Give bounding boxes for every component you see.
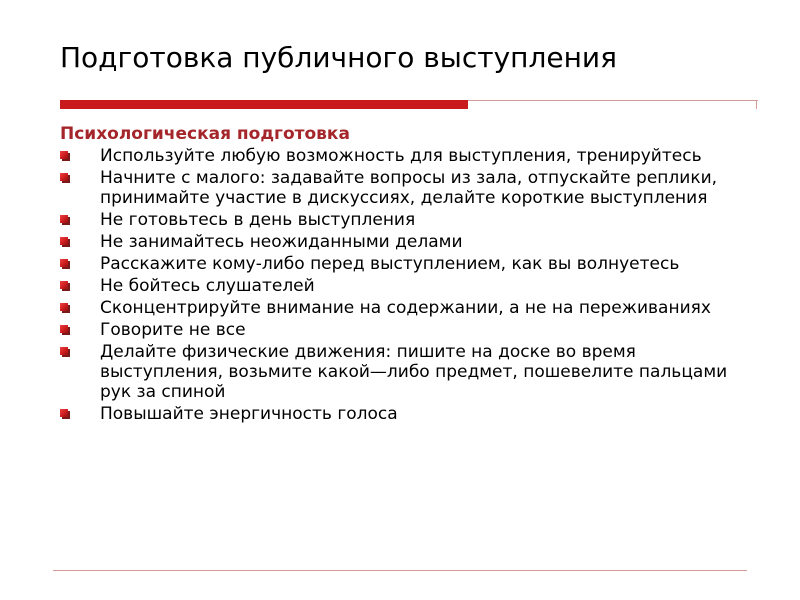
title-underline-tick: [756, 100, 757, 109]
red-square-bullet-icon: [60, 151, 70, 161]
red-square-bullet-icon: [60, 173, 70, 183]
list-item: [60, 232, 750, 252]
slide-title: Подготовка публичного выступления: [60, 41, 617, 74]
list-item-text: Не занимайтесь неожиданными делами: [100, 232, 463, 252]
list-item: [60, 298, 750, 318]
list-item-text: Не готовьтесь в день выступления: [100, 210, 416, 230]
title-underline-thin: [468, 100, 758, 101]
list-item-text: Расскажите кому-либо перед выступлением, как вы волнуетесь: [100, 254, 680, 274]
red-square-bullet-icon: [60, 409, 70, 419]
red-square-bullet-icon: [60, 325, 70, 335]
red-square-bullet-icon: [60, 259, 70, 269]
list-item-text: Сконцентрируйте внимание на содержании, а не на переживаниях: [100, 298, 711, 318]
list-item: [60, 404, 750, 424]
list-item: [60, 254, 750, 274]
red-square-bullet-icon: [60, 237, 70, 247]
list-item: [60, 210, 750, 230]
red-square-bullet-icon: [60, 281, 70, 291]
list-item: [60, 342, 750, 402]
footer-divider: [53, 570, 747, 571]
list-item-text: Делайте физические движения: пишите на доске во время выступления, возьмите какой—либо предмет, пошевелите пальцами рук за спиной: [100, 342, 728, 402]
bullet-list: [60, 146, 750, 426]
list-item-text: Не бойтесь слушателей: [100, 276, 315, 296]
list-item: [60, 146, 750, 166]
title-underline-thick: [60, 100, 468, 109]
list-item: [60, 168, 750, 208]
list-item-text: Начните с малого: задавайте вопросы из зала, отпускайте реплики, принимайте участие в дискуссиях, делайте короткие выступления: [100, 168, 718, 208]
red-square-bullet-icon: [60, 347, 70, 357]
list-item-text: Говорите не все: [100, 320, 246, 340]
list-item: [60, 320, 750, 340]
section-heading: Психологическая подготовка: [60, 124, 350, 144]
list-item-text: Используйте любую возможность для выступления, тренируйтесь: [100, 146, 702, 166]
red-square-bullet-icon: [60, 303, 70, 313]
red-square-bullet-icon: [60, 215, 70, 225]
list-item: [60, 276, 750, 296]
list-item-text: Повышайте энергичность голоса: [100, 404, 398, 424]
